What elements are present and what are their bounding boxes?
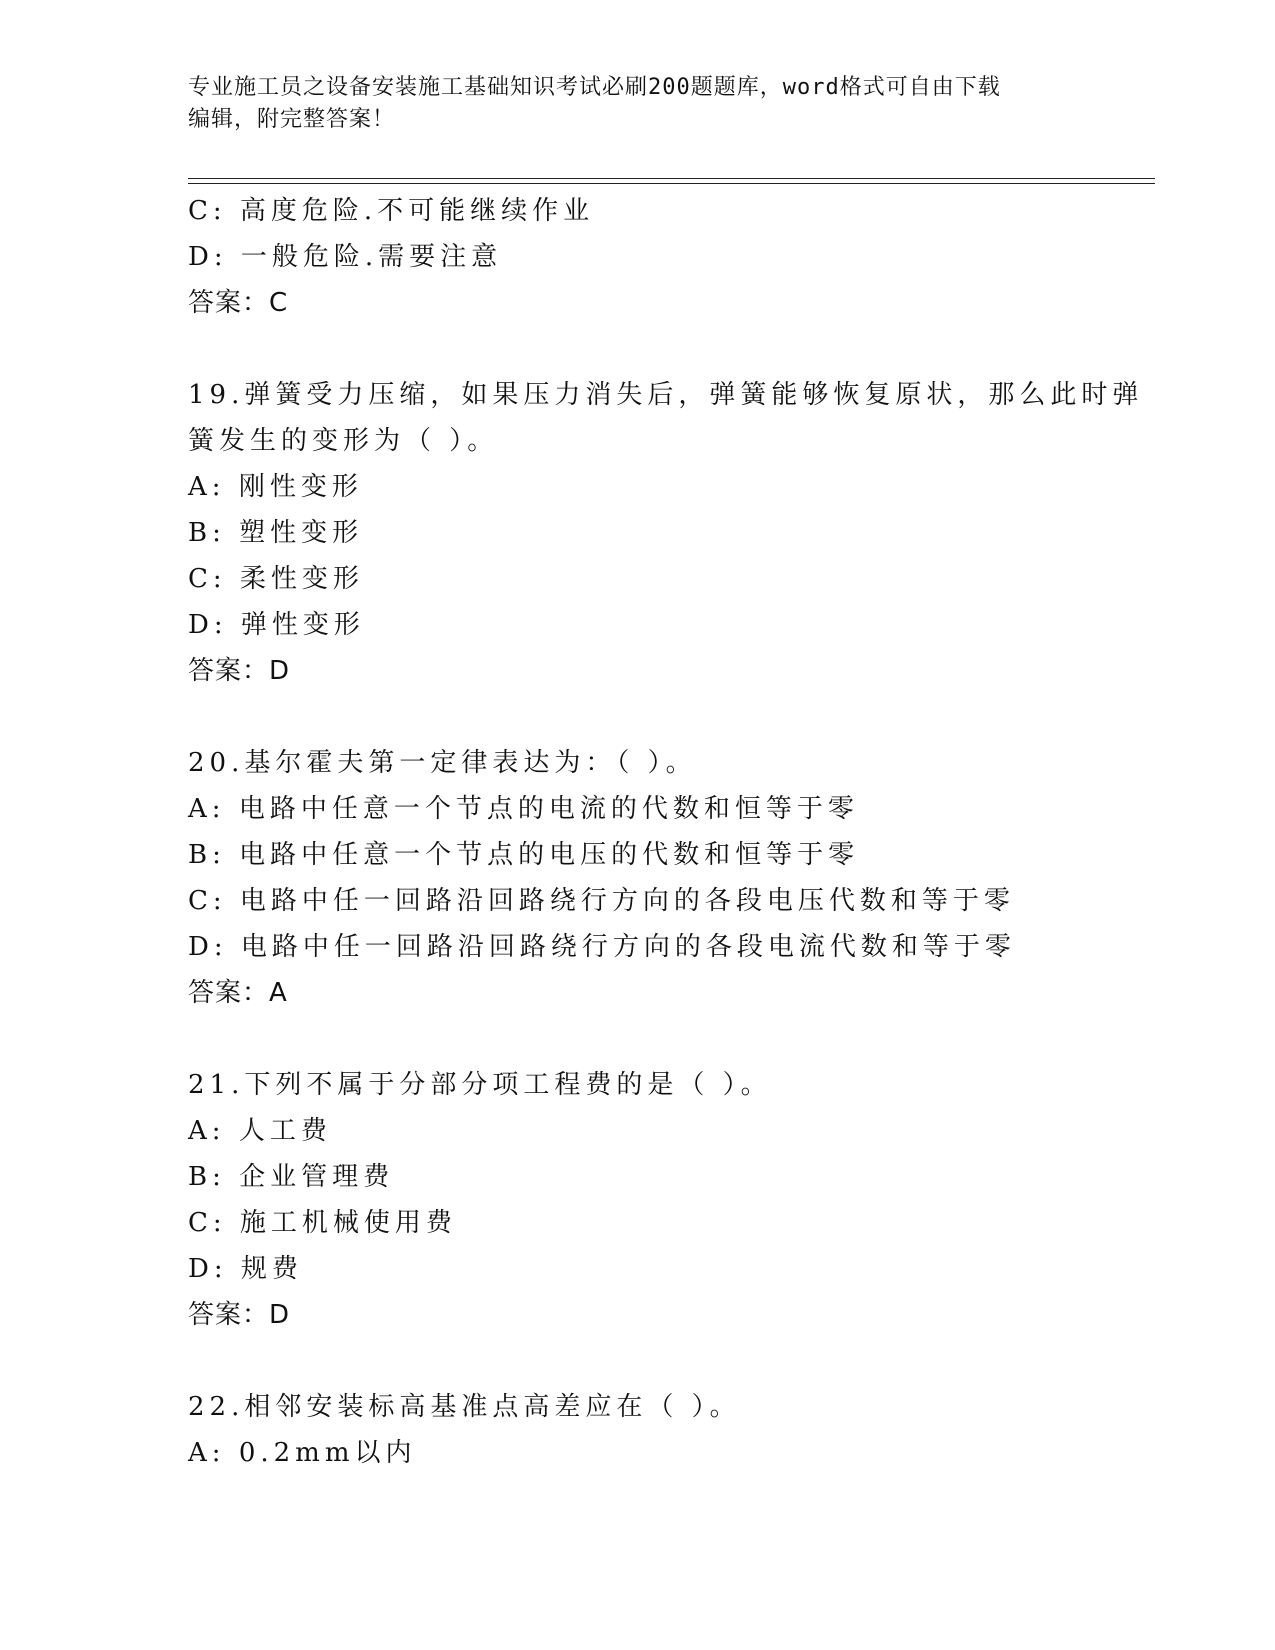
question-stem-line-1: 20.基尔霍夫第一定律表达为：（ ）。 [188,748,697,778]
option-letter: B: [188,1162,226,1192]
option-text: 0.2mm以内 [238,1438,417,1468]
question-stem [188,1062,1138,1108]
question-stem-line-2: 簧发生的变形为（ ）。 [188,426,499,456]
option-text: 一般危险.需要注意 [240,242,503,272]
option-d [188,1246,1138,1292]
option-letter: C: [188,886,227,916]
document-header [188,72,1088,136]
option-text: 电路中任一回路沿回路绕行方向的各段电流代数和等于零 [240,932,1016,962]
option-text: 刚性变形 [238,472,363,502]
option-letter: B: [188,518,226,548]
option-b [188,832,1138,878]
header-title-line-2: 编辑，附完整答案！ [188,107,396,132]
option-a [188,464,1138,510]
answer-line: 答案：A [188,978,288,1008]
option-text: 柔性变形 [239,564,364,594]
option-d [188,602,1138,648]
option-text: 电路中任意一个节点的电流的代数和恒等于零 [238,794,859,824]
option-c [188,1200,1138,1246]
option-text: 弹性变形 [240,610,365,640]
option-b [188,1154,1138,1200]
question-stem [188,1384,1138,1430]
option-d [188,234,1138,280]
option-letter: C: [188,564,227,594]
header-divider-bottom [188,183,1155,184]
carryover-block [188,188,1138,326]
document-body [188,188,1144,1476]
option-a [188,1430,1138,1476]
option-letter: D: [188,932,228,962]
option-letter: A: [188,794,226,824]
option-d [188,924,1138,970]
option-letter: A: [188,1438,226,1468]
option-text: 施工机械使用费 [239,1208,457,1238]
option-a [188,786,1138,832]
answer-line: 答案：D [188,1300,291,1330]
option-letter: B: [188,840,226,870]
answer-line: 答案：C [188,288,289,318]
option-a [188,1108,1138,1154]
question-stem [188,740,1138,786]
question-stem-line-1: 22.相邻安装标高基准点高差应在（ ）。 [188,1392,741,1422]
option-letter: D: [188,1254,228,1284]
option-letter: D: [188,242,228,272]
option-letter: C: [188,196,227,226]
option-text: 高度危险.不可能继续作业 [239,196,595,226]
question-stem-line-1: 21.下列不属于分部分项工程费的是（ ）。 [188,1070,772,1100]
option-c [188,556,1138,602]
question-stem [188,372,1144,464]
question-20 [188,740,1138,1016]
answer-line: 答案：D [188,656,291,686]
option-letter: D: [188,610,228,640]
option-text: 电路中任一回路沿回路绕行方向的各段电压代数和等于零 [239,886,1015,916]
option-letter: A: [188,472,226,502]
option-text: 企业管理费 [239,1162,395,1192]
option-letter: A: [188,1116,226,1146]
question-stem-line-1: 19.弹簧受力压缩，如果压力消失后，弹簧能够恢复原状，那么此时弹 [188,380,1144,410]
header-title-line-1: 专业施工员之设备安装施工基础知识考试必刷200题题库，word格式可自由下载 [188,75,1001,100]
option-text: 规费 [240,1254,303,1284]
header-divider-top [188,178,1155,179]
question-22 [188,1384,1138,1476]
option-letter: C: [188,1208,227,1238]
question-21 [188,1062,1138,1338]
option-c [188,188,1138,234]
option-c [188,878,1138,924]
option-text: 电路中任意一个节点的电压的代数和恒等于零 [239,840,860,870]
option-text: 塑性变形 [239,518,364,548]
option-b [188,510,1138,556]
question-19 [188,372,1144,694]
option-text: 人工费 [238,1116,332,1146]
